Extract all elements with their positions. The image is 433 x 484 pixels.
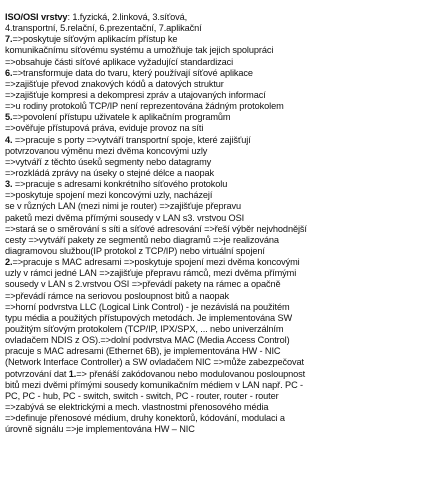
line-heading: 2. xyxy=(5,257,13,268)
text-line xyxy=(5,268,429,279)
text-line xyxy=(5,23,429,34)
text-line xyxy=(5,279,429,290)
text-line xyxy=(5,402,429,413)
text-line xyxy=(5,101,429,112)
text-line xyxy=(5,112,429,123)
text-line xyxy=(5,380,429,391)
text-line xyxy=(5,413,429,424)
line-body: potvrzovanou výměnu mezi dvěma koncovými uzly xyxy=(5,145,208,156)
text-line xyxy=(5,79,429,90)
line-body: =>poskytuje síťovým aplikacím přístup ke xyxy=(12,34,178,45)
line-body: =>převádí rámce na seriovou posloupnost bitů a naopak xyxy=(5,290,230,301)
line-body: sousedy v LAN s 2.vrstvou OSI =>převádí pakety na rámec a opačně xyxy=(5,279,281,290)
line-body: =>povolení přístupu uživatele k aplikačním programům xyxy=(12,112,231,123)
line-body: uzly v rámci jedné LAN =>zajišťuje přepravu rámců, mezi dvěma přímými xyxy=(5,268,297,279)
text-line xyxy=(5,68,429,79)
line-body: =>zajišťuje kompresi a dekompresi zpráv a utajovaných informací xyxy=(5,89,266,100)
text-line xyxy=(5,213,429,224)
line-heading: 5. xyxy=(5,112,13,123)
text-line xyxy=(5,12,429,23)
text-line xyxy=(5,190,429,201)
line-body: ovladačem NDIS z OS).=>dolní podvrstva MAC (Media Access Control) xyxy=(5,335,290,346)
line-body: cesty =>vytváří pakety ze segmentů nebo diagramů =>je realizována xyxy=(5,234,279,245)
line-heading: 3. xyxy=(5,179,13,190)
line-body: úrovně signálu =>je implementována HW – NIC xyxy=(5,424,195,435)
line-body xyxy=(5,369,305,379)
line-body: =>definuje přenosové médium, druhy konektorů, kódování, modulaci a xyxy=(5,413,285,424)
text-line xyxy=(5,57,429,68)
text-line xyxy=(5,313,429,324)
line-body: paketů mezi dvěma přímými sousedy v LAN s3. vrstvou OSI xyxy=(5,212,245,223)
layer-1-heading: 1. xyxy=(68,368,77,379)
line-body: =>poskytuje spojení mezi koncovými uzly, nacházejí xyxy=(5,190,213,201)
line-body: komunikačnímu síťovému systému a umožňuje tak jejich spolupráci xyxy=(5,45,274,56)
text-line xyxy=(5,391,429,402)
line-body: =>transformuje data do tvaru, který používají síťové aplikace xyxy=(12,67,253,78)
line-body: =>vytváří z těchto úseků segmenty nebo datagramy xyxy=(5,156,212,167)
line-body: typu média a použitých přístupových metodách. Je implementována SW xyxy=(5,312,293,323)
text-line xyxy=(5,357,429,368)
text-line xyxy=(5,424,429,435)
line-heading: 4. xyxy=(5,134,13,145)
text-line xyxy=(5,146,429,157)
text-line xyxy=(5,224,429,235)
line-body: =>ověřuje přístupová práva, eviduje provoz na síti xyxy=(5,123,204,134)
line-body: : 1.fyzická, 2.linková, 3.síťová, xyxy=(67,12,188,22)
text-line xyxy=(5,90,429,101)
line-body: PC, PC - hub, PC - switch, switch - switch, PC - router, router - router xyxy=(5,390,279,401)
text-line xyxy=(5,123,429,134)
text-line xyxy=(5,168,429,179)
text-line xyxy=(5,346,429,357)
line-body: použitým síťovým protokolem (TCP/IP, IPX/SPX, ... nebo univerzálním xyxy=(5,323,284,334)
text-line xyxy=(5,302,429,313)
text-line xyxy=(5,257,429,268)
line-body: diagramovou službou(IP protokol z TCP/IP) nebo virtuální spojení xyxy=(5,245,265,256)
text-line xyxy=(5,157,429,168)
text-line xyxy=(5,235,429,246)
line-body: =>pracuje s adresami konkrétního síťového protokolu xyxy=(12,179,228,190)
text-line xyxy=(5,246,429,257)
line-body: =>u rodiny protokolů TCP/IP není reprezentována žádným protokolem xyxy=(5,101,284,112)
text-line xyxy=(5,179,429,190)
line-body: =>pracuje s porty =>vytváří transportní spoje, které zajišťují xyxy=(12,134,251,145)
line-heading: 6. xyxy=(5,67,13,78)
text-line xyxy=(5,34,429,45)
line-body: =>zajišťuje převod znakových kódů a datových struktur xyxy=(5,78,224,89)
text-line xyxy=(5,135,429,146)
line-heading: 7. xyxy=(5,34,13,45)
text-line xyxy=(5,324,429,335)
line-body: =>pracuje s MAC adresami =>poskytuje spojení mezi dvěma koncovými xyxy=(12,257,300,268)
line-body: =>obsahuje části síťové aplikace vyžadující standardizaci xyxy=(5,56,234,67)
line-heading: ISO/OSI vrstvy xyxy=(5,12,68,22)
text-line xyxy=(5,369,429,380)
line-body: =>zabývá se elektrickými a mech. vlastnostmi přenosového média xyxy=(5,401,269,412)
document-text xyxy=(5,12,429,435)
text-line xyxy=(5,201,429,212)
text-line xyxy=(5,291,429,302)
line-body: =>stará se o směrování s síti a síťové adresování =>řeší výběr nejvhodnější xyxy=(5,223,307,234)
line-body: 4.transportní, 5.relační, 6.prezentační, 7.aplikační xyxy=(5,23,202,34)
line-body-part: => přenáší zakódovanou nebo modulovanou posloupnost xyxy=(76,368,306,379)
line-body-part: potvrzování dat xyxy=(5,368,69,379)
line-body: (Network Interface Controller) a SW ovladačem NIC =>může zabezpečovat xyxy=(5,357,304,368)
line-body: pracuje s MAC adresami (Ethernet 6B), je implementována HW - NIC xyxy=(5,346,281,357)
text-line xyxy=(5,45,429,56)
text-line xyxy=(5,335,429,346)
line-body: =>rozkládá zprávy na úseky o stejné délce a naopak xyxy=(5,167,215,178)
line-body: =>horní podvrstva LLC (Logical Link Control) - je nezávislá na použitém xyxy=(5,301,290,312)
line-body: se v různých LAN (mezi nimi je router) =>zajišťuje přepravu xyxy=(5,201,242,212)
line-body: bitů mezi dvěmi přímými sousedy komunikačním médiem v LAN např. PC - xyxy=(5,379,304,390)
